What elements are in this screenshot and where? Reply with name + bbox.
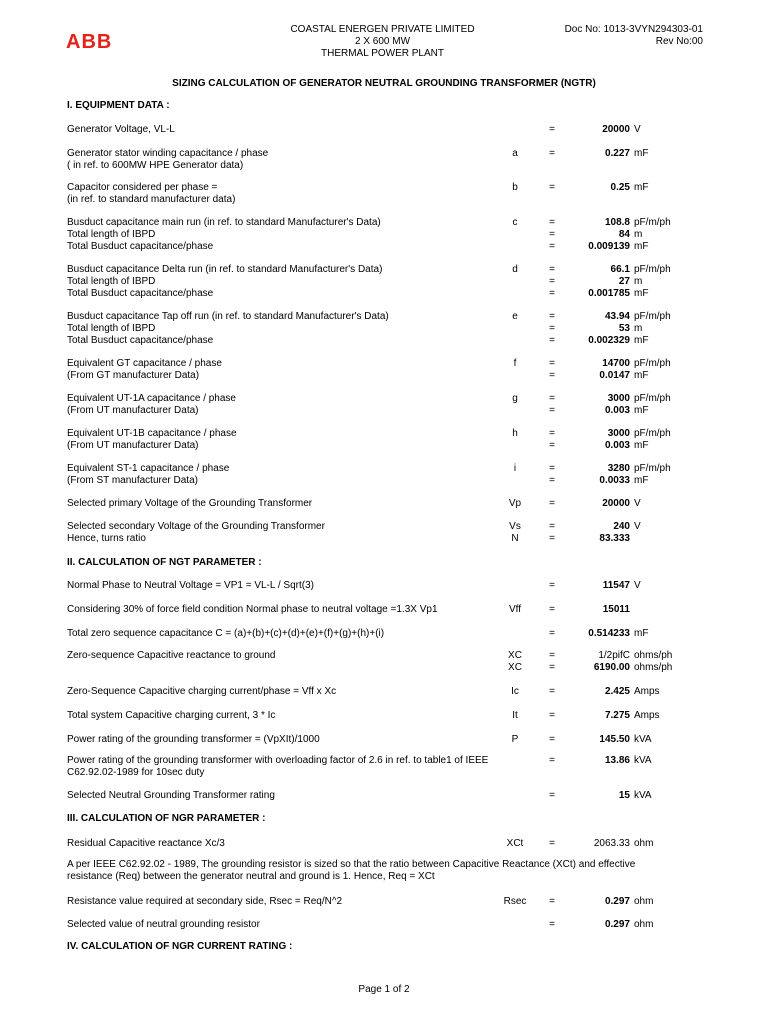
row-value: 3000 [607, 393, 630, 404]
ieee-line-1: A per IEEE C62.92.02 - 1989, The grounding resistor is sized so that the ratio between Capacitive Reactance (XCt) and effective [67, 859, 636, 870]
row-description: ( in ref. to 600MW HPE Generator data) [67, 160, 244, 171]
row-symbol: c [512, 217, 518, 228]
data-row [0, 405, 768, 417]
row-value: 0.0033 [599, 475, 630, 486]
row-unit: pF/m/ph [634, 428, 671, 439]
row-symbol: a [512, 148, 518, 159]
data-row [0, 463, 768, 475]
row-value: 83.333 [599, 533, 630, 544]
row-equals: = [549, 475, 555, 486]
row-description: Selected Neutral Grounding Transformer rating [67, 790, 275, 801]
row-unit: pF/m/ph [634, 264, 671, 275]
row-equals: = [549, 393, 555, 404]
row-equals: = [549, 264, 555, 275]
row-value: 53 [618, 323, 630, 334]
row-equals: = [549, 533, 555, 544]
data-row [0, 194, 768, 206]
row-symbol: Rsec [503, 896, 527, 907]
data-row [0, 710, 768, 722]
row-symbol: b [512, 182, 518, 193]
row-equals: = [549, 148, 555, 159]
data-row [0, 335, 768, 347]
row-symbol: Vff [508, 604, 522, 615]
row-equals: = [549, 217, 555, 228]
row-description: Total zero sequence capacitance C = (a)+(b)+(c)+(d)+(e)+(f)+(g)+(h)+(i) [67, 628, 385, 639]
row-unit: pF/m/ph [634, 463, 671, 474]
row-unit: mF [634, 440, 649, 451]
row-equals: = [549, 662, 555, 673]
row-description: Generator Voltage, VL-L [67, 124, 175, 135]
row-value: 145.50 [599, 734, 630, 745]
abb-logo-text: ABB [66, 31, 113, 53]
row-equals: = [549, 686, 555, 697]
row-unit: pF/m/ph [634, 311, 671, 322]
row-unit: mF [634, 475, 649, 486]
row-equals: = [549, 628, 555, 639]
data-row [0, 521, 768, 533]
plant-type: THERMAL POWER PLANT [321, 48, 444, 59]
row-value: 2.425 [604, 686, 630, 697]
row-unit: mF [634, 628, 649, 639]
data-row [0, 662, 768, 674]
row-value: 108.8 [604, 217, 630, 228]
row-value: 0.227 [604, 148, 630, 159]
doc-number: Doc No: 1013-3VYN294303-01 [564, 24, 703, 35]
row-value: 0.297 [604, 896, 630, 907]
plant-capacity: 2 X 600 MW [354, 36, 411, 47]
row-unit: mF [634, 241, 649, 252]
data-row [0, 896, 768, 908]
row-value: 14700 [602, 358, 630, 369]
row-unit: ohm [634, 896, 654, 907]
row-symbol: XCt [506, 838, 524, 849]
row-description: Busduct capacitance main run (in ref. to standard Manufacturer's Data) [67, 217, 381, 228]
row-unit: m [634, 323, 643, 334]
row-description: Total length of IBPD [67, 323, 156, 334]
row-equals: = [549, 463, 555, 474]
row-description: Resistance value required at secondary side, Rsec = Req/N^2 [67, 896, 343, 907]
doc-info [520, 24, 703, 48]
data-row [0, 370, 768, 382]
row-unit: pF/m/ph [634, 393, 671, 404]
row-unit: mF [634, 148, 649, 159]
data-row [0, 790, 768, 802]
row-unit: V [634, 498, 641, 509]
ieee-paragraph [67, 859, 657, 883]
data-row [0, 428, 768, 440]
overload-unit: kVA [634, 755, 652, 766]
data-row [0, 323, 768, 335]
row-equals: = [549, 405, 555, 416]
data-row [0, 393, 768, 405]
row-symbol: It [512, 710, 518, 721]
data-row [0, 217, 768, 229]
row-value: 1/2pifC [598, 650, 630, 661]
row-equals: = [549, 919, 555, 930]
row-description: Busduct capacitance Delta run (in ref. to standard Manufacturer's Data) [67, 264, 383, 275]
section-ngr-current-rating: IV. CALCULATION OF NGR CURRENT RATING : [67, 941, 293, 952]
row-unit: kVA [634, 734, 652, 745]
overload-equals: = [549, 755, 555, 766]
row-equals: = [549, 604, 555, 615]
data-row [0, 580, 768, 592]
row-value: 3000 [607, 428, 630, 439]
row-unit: mF [634, 182, 649, 193]
row-unit: m [634, 229, 643, 240]
row-value: 0.514233 [588, 628, 630, 639]
row-description: Zero-Sequence Capacitive charging current/phase = Vff x Xc [67, 686, 337, 697]
row-equals: = [549, 440, 555, 451]
data-row [0, 475, 768, 487]
row-symbol: N [511, 533, 519, 544]
row-equals: = [549, 288, 555, 299]
row-symbol: P [511, 734, 519, 745]
data-row [0, 734, 768, 746]
row-value: 3280 [607, 463, 630, 474]
row-equals: = [549, 498, 555, 509]
row-unit: mF [634, 405, 649, 416]
row-equals: = [549, 710, 555, 721]
overload-value: 13.86 [604, 755, 630, 766]
row-value: 0.003 [604, 405, 630, 416]
data-row [0, 686, 768, 698]
overload-line-2: C62.92.02-1989 for 10sec duty [67, 767, 205, 778]
ieee-line-2: resistance (Req) between the generator neutral and ground is 1. Hence, Req = XCt [67, 871, 435, 882]
row-value: 20000 [602, 124, 630, 135]
row-equals: = [549, 580, 555, 591]
row-description: Equivalent ST-1 capacitance / phase [67, 463, 230, 474]
row-unit: kVA [634, 790, 652, 801]
row-equals: = [549, 370, 555, 381]
row-equals: = [549, 311, 555, 322]
row-value: 20000 [602, 498, 630, 509]
row-symbol: Vp [508, 498, 522, 509]
row-description: Total Busduct capacitance/phase [67, 335, 214, 346]
row-value: 240 [613, 521, 630, 532]
row-unit: ohms/ph [634, 662, 673, 673]
row-description: Hence, turns ratio [67, 533, 146, 544]
company-block [250, 24, 515, 60]
row-value: 15 [618, 790, 630, 801]
row-symbol: h [512, 428, 518, 439]
row-description: Zero-sequence Capacitive reactance to ground [67, 650, 276, 661]
row-value: 2063.33 [593, 838, 630, 849]
row-equals: = [549, 650, 555, 661]
row-description: Total Busduct capacitance/phase [67, 288, 214, 299]
row-unit: ohm [634, 838, 654, 849]
row-description: Selected secondary Voltage of the Grounding Transformer [67, 521, 325, 532]
row-symbol: g [512, 393, 518, 404]
data-row [0, 604, 768, 616]
row-description: Total system Capacitive charging current, 3 * Ic [67, 710, 276, 721]
row-equals: = [549, 182, 555, 193]
row-value: 0.297 [604, 919, 630, 930]
data-row [0, 182, 768, 194]
row-description: Power rating of the grounding transformer = (VpXIt)/1000 [67, 734, 320, 745]
row-description: Equivalent GT capacitance / phase [67, 358, 222, 369]
row-equals: = [549, 229, 555, 240]
row-description: Considering 30% of force field condition Normal phase to neutral voltage =1.3X Vp1 [67, 604, 438, 615]
section-ngr-parameter: III. CALCULATION OF NGR PARAMETER : [67, 813, 266, 824]
row-equals: = [549, 838, 555, 849]
overload-line-1: Power rating of the grounding transformer with overloading factor of 2.6 in ref. to table1 of IEEE [67, 755, 489, 766]
row-description: Total Busduct capacitance/phase [67, 241, 214, 252]
row-equals: = [549, 276, 555, 287]
row-description: Selected value of neutral grounding resistor [67, 919, 260, 930]
abb-logo [66, 33, 112, 51]
data-row [0, 160, 768, 172]
row-description: Residual Capacitive reactance Xc/3 [67, 838, 225, 849]
row-value: 0.25 [610, 182, 630, 193]
row-description: (From GT manufacturer Data) [67, 370, 200, 381]
row-equals: = [549, 241, 555, 252]
row-symbol: XC [508, 662, 522, 673]
row-equals: = [549, 896, 555, 907]
document-title: SIZING CALCULATION OF GENERATOR NEUTRAL GROUNDING TRANSFORMER (NGTR) [172, 78, 596, 89]
row-description: Equivalent UT-1A capacitance / phase [67, 393, 236, 404]
data-row [0, 124, 768, 136]
row-equals: = [549, 335, 555, 346]
data-row [0, 498, 768, 510]
page-footer: Page 1 of 2 [358, 984, 410, 995]
row-unit: Amps [634, 686, 660, 697]
row-symbol: e [512, 311, 518, 322]
row-description: Total length of IBPD [67, 229, 156, 240]
row-description: (From UT manufacturer Data) [67, 440, 199, 451]
data-row [0, 311, 768, 323]
row-equals: = [549, 323, 555, 334]
data-row [0, 440, 768, 452]
row-value: 0.003 [604, 440, 630, 451]
row-unit: Amps [634, 710, 660, 721]
row-description: Total length of IBPD [67, 276, 156, 287]
company-name: COASTAL ENERGEN PRIVATE LIMITED [290, 24, 475, 35]
data-row [0, 919, 768, 931]
row-equals: = [549, 521, 555, 532]
row-equals: = [549, 428, 555, 439]
row-symbol: f [513, 358, 517, 369]
row-unit: ohm [634, 919, 654, 930]
row-description: Normal Phase to Neutral Voltage = VP1 = VL-L / Sqrt(3) [67, 580, 314, 591]
row-unit: m [634, 276, 643, 287]
row-value: 0.0147 [599, 370, 630, 381]
row-unit: V [634, 580, 641, 591]
section-equipment-data: I. EQUIPMENT DATA : [67, 100, 170, 111]
row-equals: = [549, 124, 555, 135]
row-unit: mF [634, 335, 649, 346]
row-symbol: i [513, 463, 517, 474]
row-description: (From ST manufacturer Data) [67, 475, 198, 486]
row-symbol: XC [508, 650, 522, 661]
data-row [0, 838, 768, 850]
row-equals: = [549, 734, 555, 745]
row-description: Selected primary Voltage of the Grounding Transformer [67, 498, 313, 509]
row-value: 43.94 [604, 311, 630, 322]
row-unit: mF [634, 288, 649, 299]
row-value: 7.275 [604, 710, 630, 721]
row-value: 27 [618, 276, 630, 287]
row-value: 0.002329 [588, 335, 630, 346]
data-row [0, 229, 768, 241]
row-symbol: Ic [511, 686, 519, 697]
row-value: 0.001785 [588, 288, 630, 299]
data-row [0, 241, 768, 253]
row-unit: V [634, 521, 641, 532]
data-row [0, 628, 768, 640]
row-unit: mF [634, 370, 649, 381]
row-symbol: Vs [509, 521, 521, 532]
row-symbol: d [512, 264, 518, 275]
row-value: 11547 [602, 580, 630, 591]
row-value: 6190.00 [593, 662, 630, 673]
row-value: 84 [618, 229, 630, 240]
data-row [0, 358, 768, 370]
row-value: 15011 [602, 604, 630, 615]
overload-values [0, 755, 768, 767]
data-row [0, 533, 768, 545]
row-unit: pF/m/ph [634, 358, 671, 369]
row-unit: pF/m/ph [634, 217, 671, 228]
data-row [0, 650, 768, 662]
data-row [0, 288, 768, 300]
row-description: Equivalent UT-1B capacitance / phase [67, 428, 237, 439]
rev-number: Rev No:00 [655, 36, 703, 47]
row-unit: ohms/ph [634, 650, 673, 661]
data-row [0, 264, 768, 276]
row-description: Generator stator winding capacitance / phase [67, 148, 269, 159]
row-value: 0.009139 [588, 241, 630, 252]
row-equals: = [549, 790, 555, 801]
row-description: (in ref. to standard manufacturer data) [67, 194, 236, 205]
row-unit: V [634, 124, 641, 135]
row-description: (From UT manufacturer Data) [67, 405, 199, 416]
row-value: 66.1 [610, 264, 630, 275]
row-equals: = [549, 358, 555, 369]
section-ngt-parameter: II. CALCULATION OF NGT PARAMETER : [67, 557, 262, 568]
row-description: Busduct capacitance Tap off run (in ref. to standard Manufacturer's Data) [67, 311, 389, 322]
data-row [0, 276, 768, 288]
row-description: Capacitor considered per phase = [67, 182, 218, 193]
data-row [0, 148, 768, 160]
